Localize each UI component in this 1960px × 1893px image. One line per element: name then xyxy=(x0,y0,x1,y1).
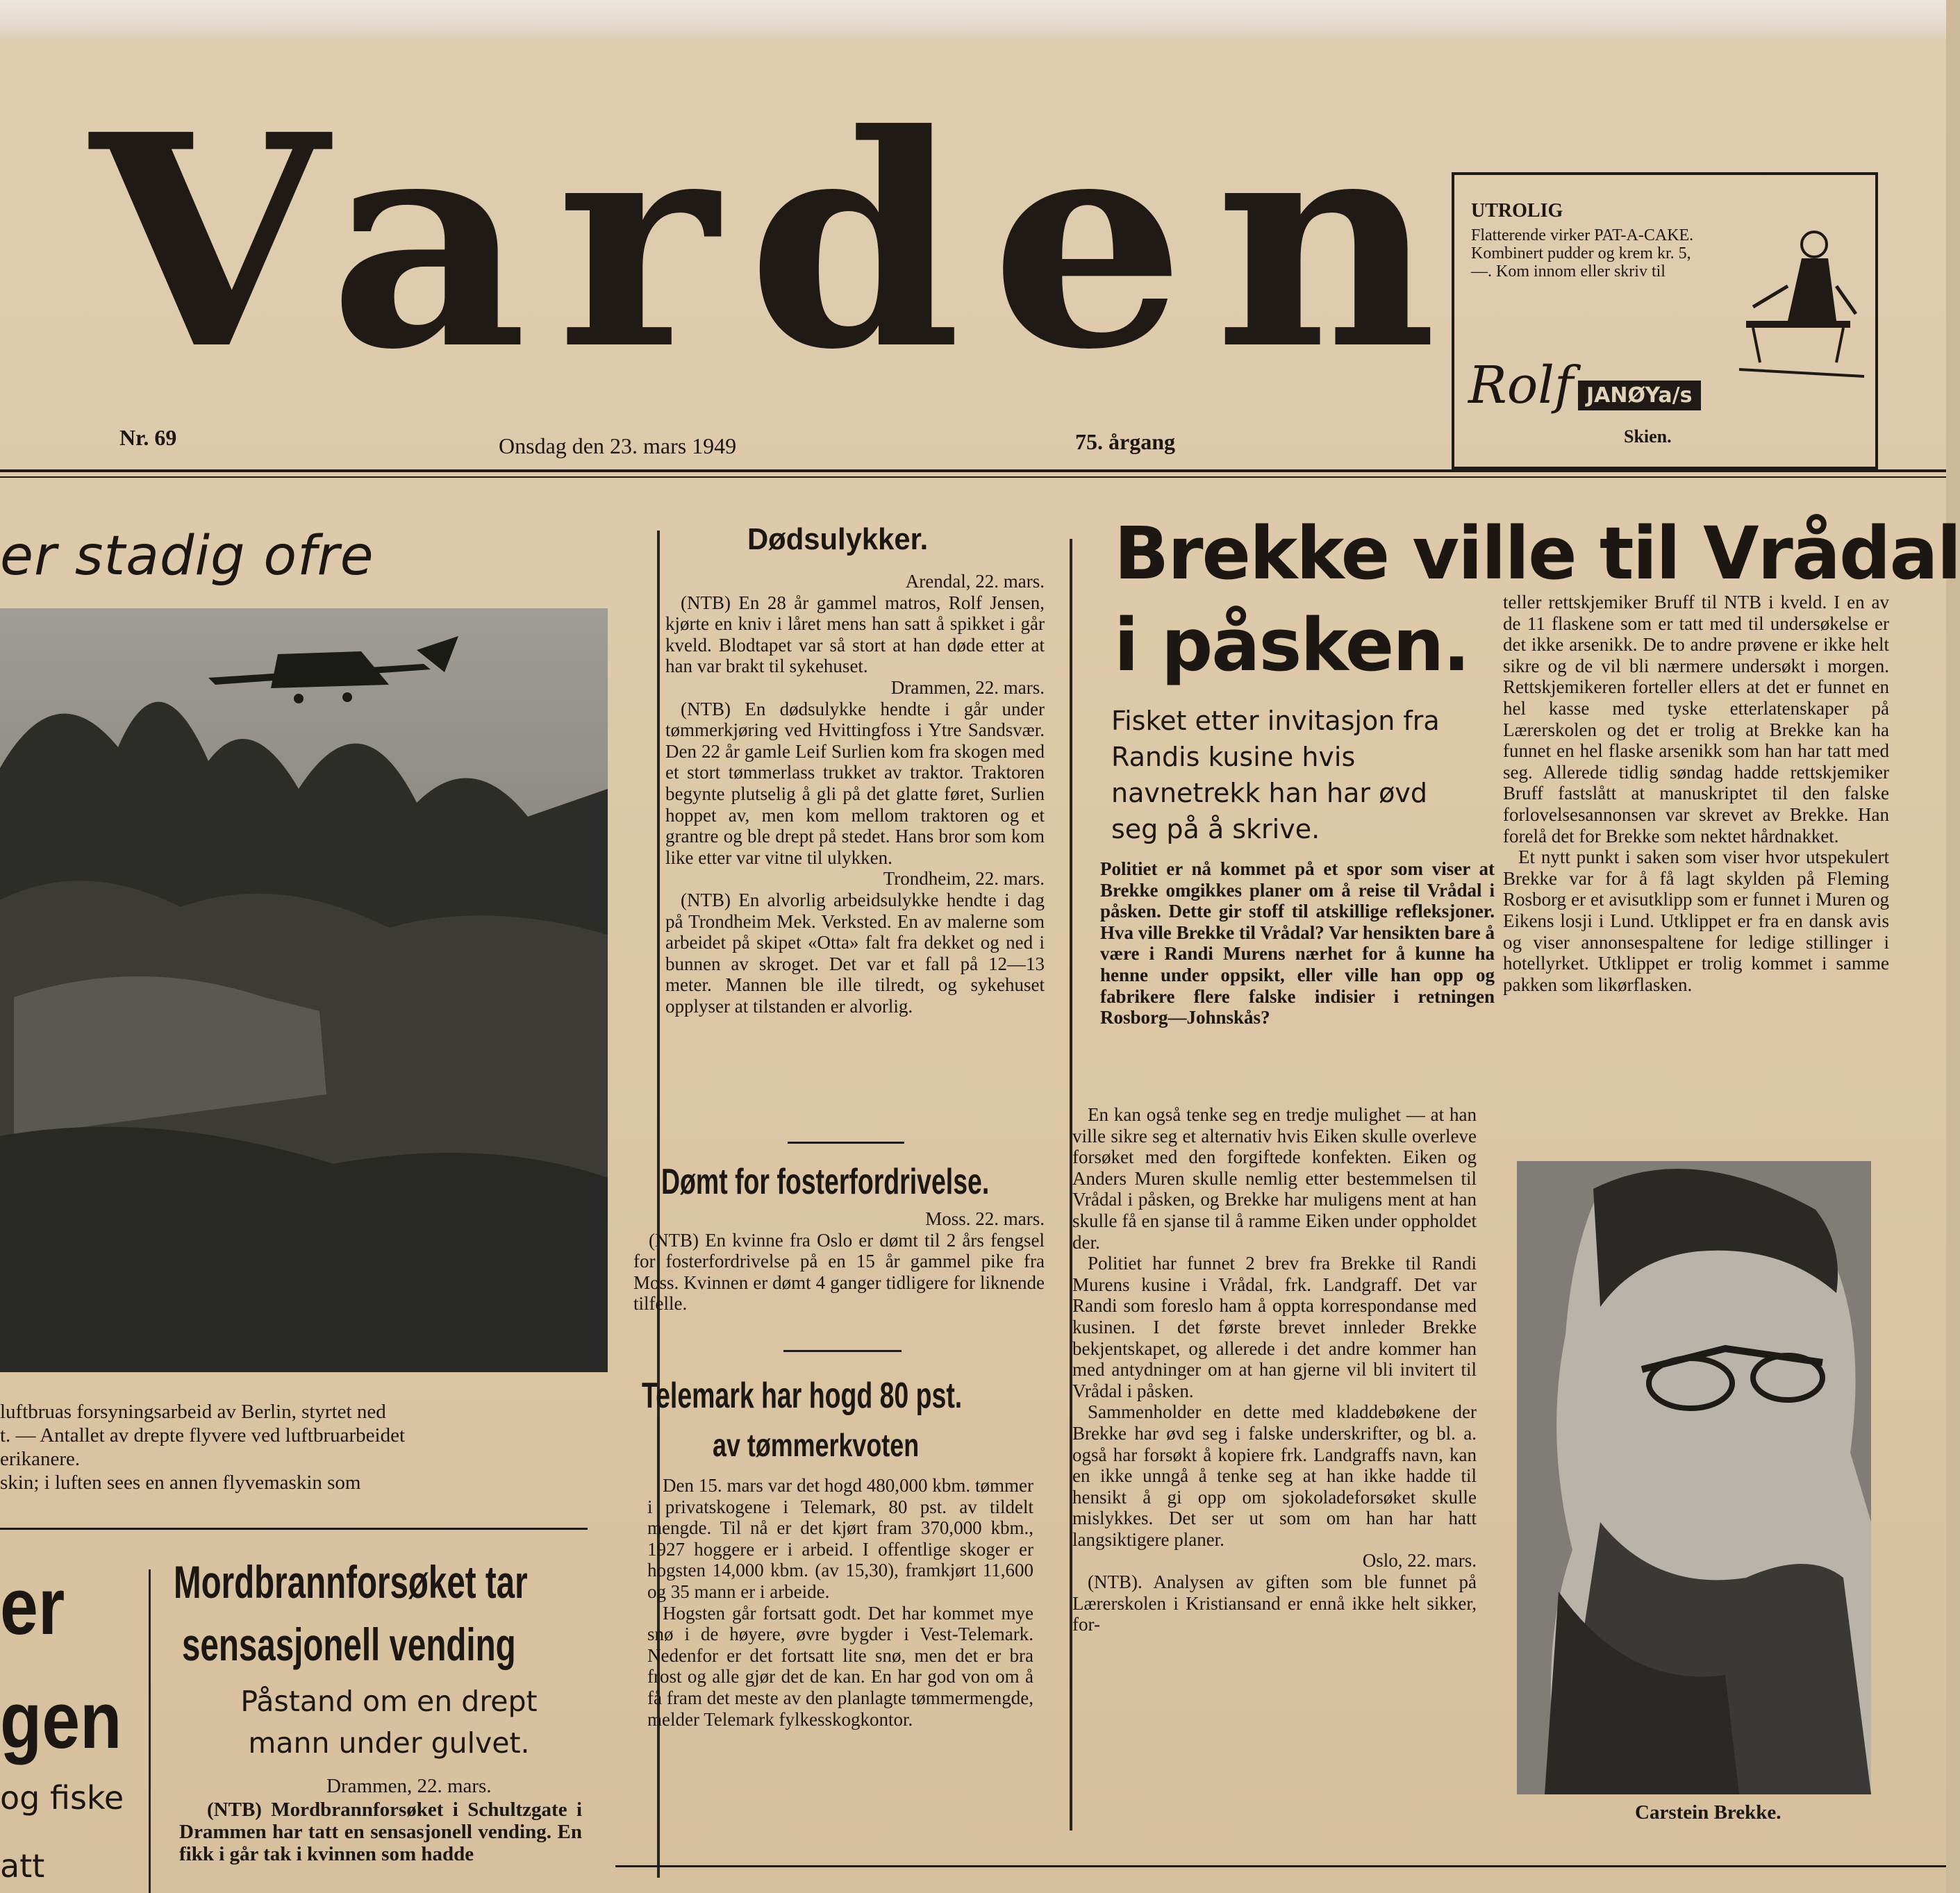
portrait-caption: Carstein Brekke. xyxy=(1635,1801,1782,1824)
telemark-headline-2: av tømmerkvoten xyxy=(713,1427,920,1463)
caption-line: t. — Antallet av drepte flyvere ved luftbruarbeidet xyxy=(0,1424,406,1446)
subhead-fragment-1: og fiske xyxy=(0,1779,124,1817)
paragraph: Et nytt punkt i saken som viser hvor utspekulert Brekke var for å få lagt skylden på Fleming Rosborg er et avisutklipp som er funnet i Muren og Eikens losji i Lund. Utklippet er fra en dansk avis og viser annonsespaltene for ledige stillinger i hotellyrket. Utklippet er trolig kommet i samme pakken som likørflasken. xyxy=(1503,847,1889,995)
ad-body: Flatterende virker PAT-A-CAKE. Kombinert pudder og krem kr. 5,—. Kom innom eller skriv til xyxy=(1471,226,1694,281)
dateline: Drammen, 22. mars. xyxy=(890,676,1045,698)
brekke-column-1 xyxy=(1072,1104,1477,1635)
paragraph: (NTB). Analysen av giften som ble funnet på Lærerskolen i Kristiansand er ennå ikke helt sikker, for- xyxy=(1072,1571,1477,1635)
masthead-rule xyxy=(0,469,1946,472)
ad-town: Skien. xyxy=(1624,426,1672,447)
aircraft-over-forest-photo xyxy=(0,608,608,1372)
mordbrann-dateline: Drammen, 22. mars. xyxy=(326,1775,492,1797)
paragraph: (NTB) En alvorlig arbeidsulykke hendte i dag på Trondheim Mek. Verksted. En av malerne som arbeidet på skipet «Otta» falt fra dekket og ned i bunnen av skroget. Det var et fall på 12—13 meter. Mannen ble ille tilredt, og sykehuset opplyser at tilstanden er alvorlig. xyxy=(665,889,1045,1017)
section-rule xyxy=(783,1350,902,1352)
issue-number: Nr. 69 xyxy=(119,425,177,450)
portrait-photo xyxy=(1517,1161,1871,1794)
mordbrann-body: (NTB) Mordbrannforsøket i Schultzgate i Drammen har tatt en sensasjonell vending. En fikk i går tak i kvinnen som hadde xyxy=(179,1799,582,1865)
photo-caption-left xyxy=(0,1400,570,1494)
section-rule xyxy=(788,1142,904,1144)
ad-heading: UTROLIG xyxy=(1471,200,1563,222)
mordbrann-subhead: Påstand om en drept mann under gulvet. xyxy=(240,1685,538,1760)
paragraph: (NTB) En dødsulykke hendte i går under tømmerkjøring ved Hvittingfoss i Ytre Sandsvær. Den 22 år gamle Leif Surlien kom fra skogen med et stort tømmerlass trukket av traktor. Traktoren begynte plutselig å gli på det glatte føret, Surlien hoppet av, men kom mellom traktoren og et grantre og ble drept på stedet. Hans bror som kom like etter var vitne til ulykken. xyxy=(665,698,1045,868)
issue-date: Onsdag den 23. mars 1949 xyxy=(499,433,737,458)
ad-brand-box: JANØYa/s xyxy=(1578,381,1701,410)
dodsulykker-headline: Dødsulykker. xyxy=(747,522,929,556)
brekke-column-2 xyxy=(1503,592,1889,995)
telemark-body xyxy=(647,1475,1033,1730)
mordbrann-headline-1: Mordbrannforsøket tar xyxy=(174,1556,528,1608)
page-top-edge xyxy=(0,0,1946,42)
left-section-rule xyxy=(0,1528,588,1530)
photo-aircraft-scene xyxy=(0,608,608,1372)
paragraph: Den 15. mars var det hogd 480,000 kbm. tømmer i privatskogene i Telemark, 80 pst. av tildelt mengde. Til nå er det kjørt fram 370,000 kbm., 1927 hoggere er i arbeid. I offentlige skoger er hogsten 14,000 kbm. (av 15,30), framkjørt 11,600 og 35 mann er i arbeide. xyxy=(647,1475,1033,1602)
paragraph: En kan også tenke seg en tredje mulighet — at han ville sikre seg et alternativ hvis Eiken skulle overleve forsøket med den forgiftede konfekten. Eiken og Anders Muren skulle nemlig etter bestemmelsen til Vrådal i påsken, og Brekke har muligens ment at han skulle få en sjanse til å ramme Eiken under oppholdet der. xyxy=(1072,1104,1477,1253)
paragraph: Sammenholder en dette med kladdebøkene der Brekke har øvd seg i falske underskrifter, og bl. a. også har forsøkt å kopiere frk. Landgraffs navn, kan en ikke unngå å tenke seg at han ikke hadde til hensikt å gi opp om sjokoladeforsøket skulle mislykkes. Det ser ut som om han har hatt langsiktigere planer. xyxy=(1072,1401,1477,1550)
masthead-title: Varden xyxy=(90,72,1467,414)
dateline: Arendal, 22. mars. xyxy=(905,571,1045,592)
paragraph: (NTB) En 28 år gammel matros, Rolf Jensen, kjørte en kniv i låret mens han satt å spikket i går kveld. Blodtapet var så stort at han døde etter at han var brakt til sykehuset. xyxy=(665,592,1045,677)
paragraph: teller rettskjemiker Bruff til NTB i kveld. I en av de 11 flaskene som er tatt med til undersøkelse er det ikke arsenikk. De to andre prøvene er ikke helt sikre og de vil bli nærmere undersøkt i morgen. Rettskjemikeren forteller ellers at det er funnet en hel kasse med tyske etterlatenskaper på Lærerskolen og det er trolig at Brekke kan ha funnet en hel flaske arsenikk som han har tatt med seg. Allerede tidlig søndag hadde rettskjemiker Bruff fastslått at manuskriptet til den falske forlovelsesannonsen var skrevet av Brekke. Han forelå det for Brekke som nektet hårdnakket. xyxy=(1503,592,1889,847)
masthead-rule-thin xyxy=(0,476,1946,478)
portrait-drawing xyxy=(1517,1161,1871,1794)
bottom-rule xyxy=(615,1865,1946,1867)
dateline: Moss. 22. mars. xyxy=(925,1208,1045,1229)
dateline: Trondheim, 22. mars. xyxy=(883,868,1045,890)
volume: 75. årgang xyxy=(1075,429,1175,454)
dateline: Oslo, 22. mars. xyxy=(1362,1550,1477,1571)
column-rule xyxy=(149,1569,151,1893)
fosterfordrivelse-headline: Dømt for fosterfordrivelse. xyxy=(661,1162,990,1202)
paragraph: (NTB) En kvinne fra Oslo er dømt til 2 års fengsel for fosterfordrivelse på en 15 år gammel pike fra Moss. Kvinnen er dømt 4 ganger tidligere for liknende tilfelle. xyxy=(633,1229,1045,1315)
brekke-lede: Politiet er nå kommet på et spor som viser at Brekke omgikkes planer om å reise til Vrådal i påsken. Dette gir stoff til atskillige refleksjoner. Hva ville Brekke til Vrådal? Var hensikten bare å være i Randi Murens nærhet for å kunne ha henne under oppsikt, eller ville han opp og fabrikere flere falske indisier i retningen Rosborg—Johnskås? xyxy=(1100,858,1495,1028)
headline-fragment-2: gen xyxy=(0,1675,122,1765)
paragraph: Politiet har funnet 2 brev fra Brekke til Randi Murens kusine i Vrådal, frk. Landgraff. Det var Randi som foreslo ham å oppta korrespondanse med kusinen. I det første brevet innleder Brekke bekjentskapet, og allerede i det andre kommer han med antydninger om at han gjerne vil bli invitert til Vrådal i påsken. xyxy=(1072,1253,1477,1401)
caption-line: erikanere. xyxy=(0,1448,81,1470)
brekke-subhead: Fisket etter invitasjon fra Randis kusine hvis navnetrekk han har øvd seg på å skrive. xyxy=(1111,706,1440,844)
dodsulykker-body xyxy=(665,571,1045,1017)
brekke-headline-2: i påsken. xyxy=(1114,603,1469,687)
mordbrann-headline-2: sensasjonell vending xyxy=(182,1619,516,1670)
headline-fragment-1: er xyxy=(0,1561,65,1651)
subhead-fragment-2: att xyxy=(0,1847,45,1885)
left-headline-fragment: er stadig ofre xyxy=(0,525,374,587)
waiter-illustration-icon xyxy=(1732,217,1864,376)
advertisement-box xyxy=(1452,172,1878,469)
brekke-headline-1: Brekke ville til Vrådal xyxy=(1114,511,1960,596)
caption-line: luftbruas forsyningsarbeid av Berlin, styrtet ned xyxy=(0,1401,386,1423)
fosterfordrivelse-body xyxy=(633,1208,1045,1315)
telemark-headline-1: Telemark har hogd 80 pst. xyxy=(642,1376,963,1416)
paragraph: Hogsten går fortsatt godt. Det har kommet mye snø i de høyere, øvre bygder i Vest-Telemark. Nedenfor er det fortsatt lite snø, men det er bra frost og alle gjør det de kan. En har god von om å få fram det meste av den planlagte tømmermengde, melder Telemark fylkesskogkontor. xyxy=(647,1602,1033,1730)
caption-line: skin; i luften sees en annen flyvemaskin som xyxy=(0,1471,361,1494)
ad-brand-script: Rolf xyxy=(1468,356,1574,415)
